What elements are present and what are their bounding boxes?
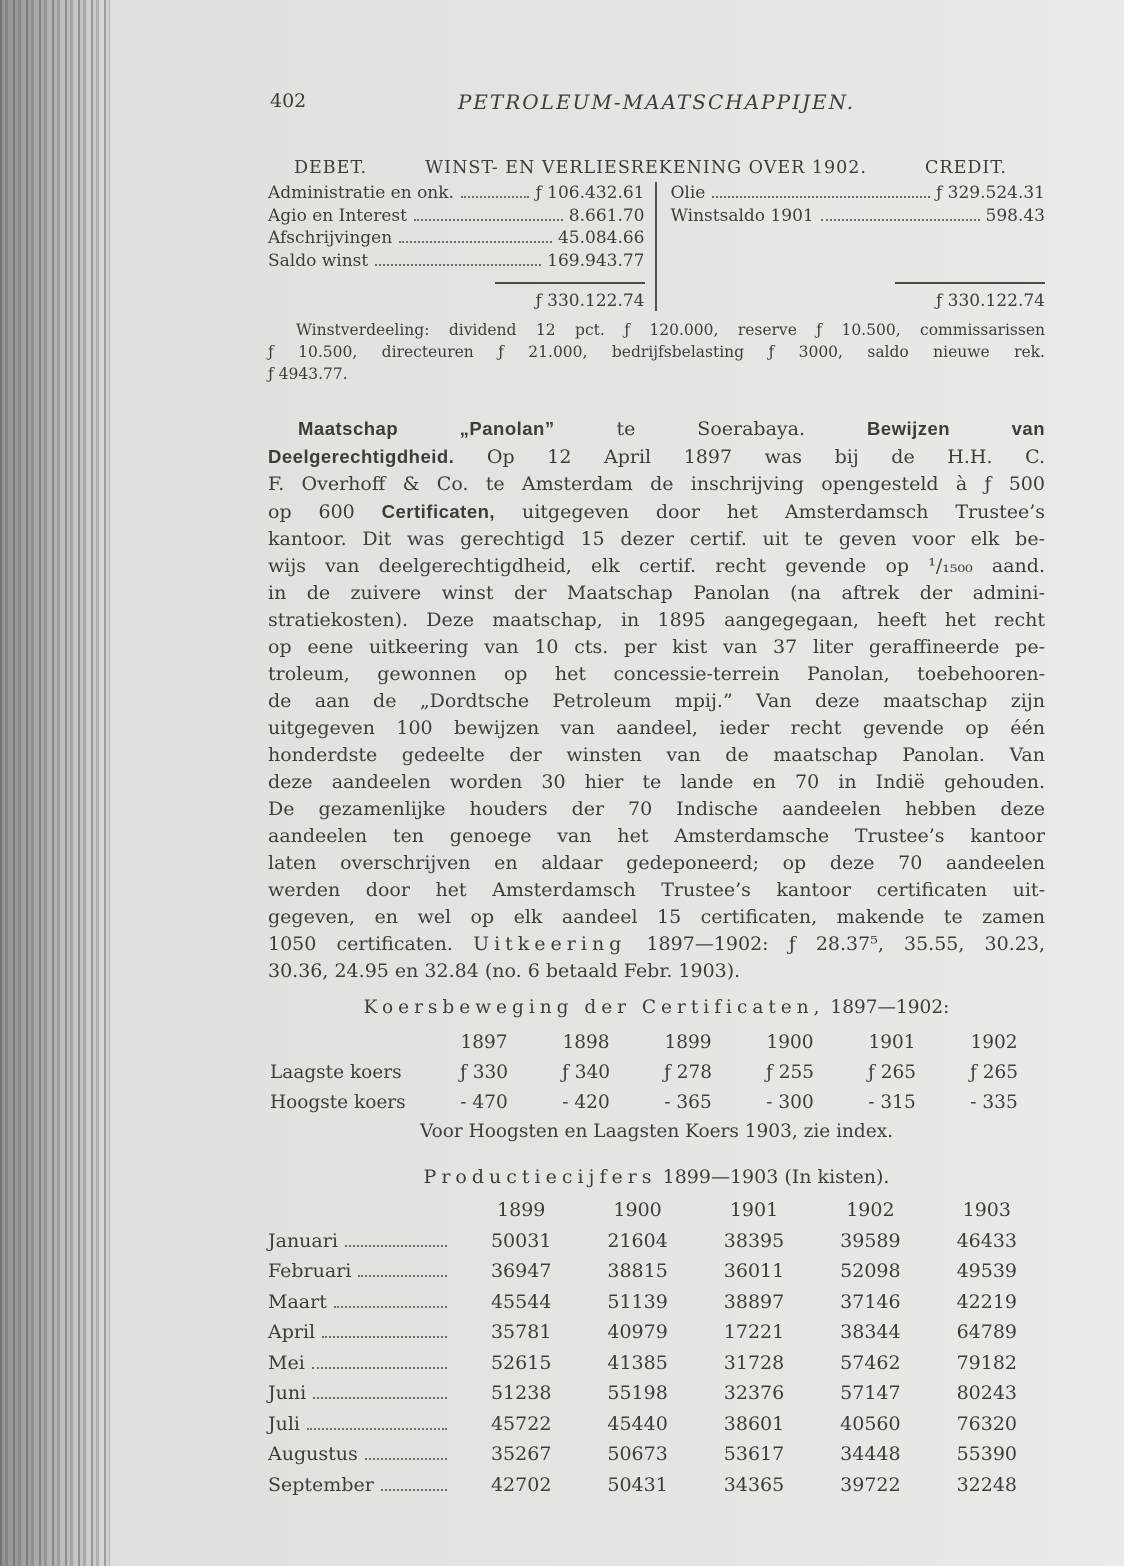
year-header-cell: 1902 [846, 1199, 895, 1221]
running-head [268, 90, 1045, 116]
dotted-leader [461, 196, 530, 198]
paragraph-line [268, 661, 1045, 688]
productie-month-label [268, 1348, 463, 1379]
month-name: September [268, 1473, 374, 1496]
text-run: kantoor. Dit was gerechtigd 15 dezer certif. uit te geven voor elk be- [268, 528, 1045, 550]
text-run: in de zuivere winst der Maatschap Panolan (na aftrek der admini- [268, 582, 1045, 604]
productie-title-rest: 1899—1903 (In kisten). [662, 1166, 890, 1188]
paragraph-line [268, 958, 1045, 985]
productie-row [268, 1256, 1045, 1287]
bold-text-run: Certificaten, [381, 501, 496, 522]
dotted-leader [307, 1428, 447, 1430]
production-value: 21604 [607, 1229, 668, 1252]
productie-month-label [268, 1287, 463, 1318]
koers-row [268, 1088, 1045, 1118]
year-header-cell: 1899 [497, 1199, 546, 1221]
winstverdeeling-note [268, 319, 1045, 385]
text-run: 30.36, 24.95 en 32.84 (no. 6 betaald Febr. 1903). [268, 960, 741, 982]
ledger-amount: 45.084.66 [557, 228, 645, 248]
productie-row [268, 1226, 1045, 1257]
paragraph-line [268, 823, 1045, 850]
koers-row [268, 1058, 1045, 1088]
dotted-leader [334, 1306, 447, 1308]
productie-row [268, 1439, 1045, 1470]
koers-value: ƒ 255 [765, 1062, 815, 1083]
productie-row [268, 1348, 1045, 1379]
production-value: 38897 [723, 1290, 785, 1313]
debet-ledger-row [268, 250, 645, 273]
year-header-cell: 1902 [970, 1032, 1018, 1053]
credit-ledger-row [671, 205, 1046, 228]
koers-value: ƒ 330 [459, 1062, 509, 1083]
text-run: de aan de „Dordtsche Petroleum mpij.” Van deze maatschap zijn [268, 690, 1045, 712]
productie-label-blank [268, 1195, 463, 1226]
ledger-label: Agio en Interest [268, 205, 407, 226]
ledger-amount: 8.661.70 [568, 205, 645, 226]
debet-rows [268, 182, 645, 272]
koers-value: - 335 [970, 1092, 1018, 1113]
text-run: honderdste gedeelte der winsten van de maatschap Panolan. Van [268, 744, 1045, 766]
year-header-cell: 1901 [868, 1032, 916, 1053]
production-value: 36011 [723, 1260, 785, 1282]
credit-ledger-row [671, 182, 1046, 205]
production-value: 57147 [840, 1382, 901, 1404]
text-run: deze aandeelen worden 30 hier te lande en 70 in Indië gehouden. [268, 771, 1045, 793]
production-value: 64789 [956, 1321, 1018, 1343]
production-value: 38601 [723, 1412, 785, 1435]
production-value: 34365 [723, 1473, 785, 1496]
production-value: 35781 [490, 1321, 552, 1343]
text-run: wijs van deelgerechtigdheid, elk certif. recht gevende op ¹/₁₅₀₀ aand. [268, 555, 1045, 577]
month-name: Februari [268, 1260, 352, 1282]
koers-value: - 300 [766, 1092, 814, 1113]
text-run: op eene uitkeering van 10 cts. per kist van 37 liter geraffineerde pe- [268, 636, 1045, 658]
productie-table [268, 1195, 1045, 1500]
pl-body [268, 182, 1045, 311]
month-name: Juli [268, 1412, 301, 1435]
credit-column [657, 182, 1046, 311]
productie-row [268, 1409, 1045, 1440]
paragraph-line [268, 688, 1045, 715]
production-value: 37146 [840, 1290, 901, 1313]
dotted-leader [399, 241, 552, 243]
text-run: Uitkeering [473, 933, 627, 955]
bold-text-run: Deelgerechtigdheid. [268, 446, 455, 467]
production-value: 46433 [956, 1229, 1018, 1252]
year-header-cell: 1899 [664, 1032, 712, 1053]
month-name: Mei [268, 1351, 305, 1374]
paragraph-line [268, 607, 1045, 634]
koers-row-label: Laagste koers [270, 1062, 402, 1083]
production-value: 39722 [840, 1473, 901, 1496]
month-name: Januari [268, 1229, 338, 1252]
text-run: De gezamenlijke houders der 70 Indische aandeelen hebben deze [268, 798, 1045, 820]
debet-ledger-row [268, 205, 645, 228]
year-header-cell: 1898 [562, 1032, 610, 1053]
koers-title-years: 1897—1902: [830, 997, 950, 1018]
production-value: 50431 [607, 1473, 668, 1496]
month-name: April [268, 1321, 316, 1343]
koers-section [268, 997, 1045, 1142]
winstverdeeling-line: ƒ 4943.77. [268, 365, 348, 383]
paragraph-line [268, 634, 1045, 661]
credit-label: CREDIT. [925, 158, 1007, 178]
paragraph-line [268, 769, 1045, 796]
production-value: 39589 [840, 1229, 901, 1252]
productie-title-text: Productiecijfers [423, 1166, 657, 1188]
production-value: 79182 [956, 1351, 1018, 1374]
bold-text-run: Bewijzen van [866, 418, 1045, 439]
productie-row [268, 1317, 1045, 1348]
paragraph-line [268, 415, 1045, 443]
book-binding-edge [0, 0, 110, 1566]
paragraph-line [268, 796, 1045, 823]
dotted-leader [313, 1397, 447, 1399]
koers-footnote: Voor Hoogsten en Laagsten Koers 1903, zie index. [419, 1121, 894, 1142]
production-value: 80243 [956, 1382, 1018, 1404]
ledger-label: Winstsaldo 1901 [670, 205, 814, 226]
dotted-leader [345, 1245, 447, 1247]
paragraph-line [268, 498, 1045, 526]
koers-value: - 470 [460, 1092, 508, 1113]
dotted-leader [358, 1275, 447, 1277]
year-header-cell: 1900 [613, 1199, 662, 1221]
production-value: 40560 [840, 1412, 901, 1435]
dotted-leader [381, 1489, 447, 1491]
text-run: stratiekosten). Deze maatschap, in 1895 aangegegaan, heeft het recht [268, 609, 1045, 631]
ledger-amount: ƒ 329.524.31 [935, 183, 1045, 203]
production-value: 52615 [490, 1351, 552, 1374]
debet-ledger-row [268, 182, 645, 205]
productie-month-label [268, 1256, 463, 1287]
production-value: 55198 [607, 1382, 668, 1404]
paragraph-line [268, 443, 1045, 471]
winstverdeeling-line: ƒ 10.500, directeuren ƒ 21.000, bedrijfsbelasting ƒ 3000, saldo nieuwe rek. [268, 343, 1045, 361]
koers-row-label: Hoogste koers [270, 1092, 406, 1113]
paragraph-line [268, 471, 1045, 498]
koers-label-blank [268, 1028, 433, 1058]
page-content [268, 90, 1045, 1500]
production-value: 55390 [956, 1443, 1018, 1465]
paragraph-line [268, 931, 1045, 958]
productie-month-label [268, 1409, 463, 1440]
text-run: Op 12 April 1897 was bij de H.H. C. [454, 446, 1045, 468]
production-value: 38815 [607, 1260, 668, 1282]
text-run: uitgegeven 100 bewijzen van aandeel, ieder recht gevende op één [268, 717, 1045, 739]
paragraph-line [268, 553, 1045, 580]
text-run: 1897—1902: ƒ 28.37⁵, 35.55, 30.23, [626, 933, 1045, 955]
total-rule [495, 282, 645, 284]
production-value: 36947 [490, 1260, 552, 1282]
production-value: 40979 [607, 1321, 668, 1343]
koers-value: ƒ 265 [867, 1062, 917, 1083]
month-name: Juni [268, 1382, 307, 1404]
production-value: 34448 [840, 1443, 901, 1465]
production-value: 38344 [840, 1321, 901, 1343]
paragraph-line [268, 877, 1045, 904]
production-value: 45440 [607, 1412, 668, 1435]
productie-title [268, 1166, 1045, 1188]
year-header-cell: 1901 [729, 1199, 779, 1221]
text-run: op 600 [268, 501, 382, 523]
paragraph-line [268, 526, 1045, 553]
dotted-leader [414, 219, 563, 221]
production-value: 76320 [956, 1412, 1018, 1435]
page-number: 402 [270, 90, 307, 112]
ledger-amount: 169.943.77 [547, 250, 645, 271]
text-run: troleum, gewonnen op het concessie-terrein Panolan, toebehooren- [268, 663, 1045, 685]
productie-section [268, 1166, 1045, 1500]
running-head-title: PETROLEUM-MAATSCHAPPIJEN. [457, 90, 856, 114]
dotted-leader [375, 264, 541, 266]
credit-rows [671, 182, 1046, 227]
productie-row [268, 1378, 1045, 1409]
credit-total: ƒ 330.122.74 [935, 291, 1045, 311]
koers-title-text: Koersbeweging der Certificaten, [363, 997, 825, 1018]
debet-total-block [268, 272, 645, 311]
month-name: Augustus [268, 1443, 358, 1465]
dotted-leader [322, 1336, 447, 1338]
koers-title [268, 997, 1045, 1018]
ledger-amount: ƒ 106.432.61 [535, 183, 645, 203]
production-value: 42702 [490, 1473, 552, 1496]
body-paragraph [268, 415, 1045, 985]
month-name: Maart [268, 1290, 327, 1313]
text-run: laten overschrijven en aldaar gedeponeerd; op deze 70 aandeelen [268, 852, 1045, 874]
paragraph-line [268, 904, 1045, 931]
koers-value: ƒ 265 [969, 1062, 1019, 1083]
ledger-amount: 598.43 [985, 205, 1045, 226]
production-value: 31728 [723, 1351, 785, 1374]
koers-value: ƒ 340 [561, 1062, 611, 1083]
dotted-leader [712, 196, 930, 198]
text-run: F. Overhoff & Co. te Amsterdam de inschrijving opengesteld à ƒ 500 [268, 473, 1045, 495]
production-value: 51238 [490, 1382, 552, 1404]
paragraph-line [268, 715, 1045, 742]
production-value: 32376 [723, 1382, 785, 1404]
year-header-cell: 1900 [766, 1032, 814, 1053]
productie-row [268, 1470, 1045, 1501]
productie-month-label [268, 1470, 463, 1501]
year-header-cell: 1897 [460, 1032, 508, 1053]
production-value: 49539 [956, 1260, 1018, 1282]
debet-label: DEBET. [294, 158, 368, 178]
koers-table [268, 1028, 1045, 1118]
year-header-cell: 1903 [962, 1199, 1011, 1221]
winstverdeeling-line: Winstverdeeling: dividend 12 pct. ƒ 120.000, reserve ƒ 10.500, commissarissen [296, 321, 1045, 339]
production-value: 41385 [607, 1351, 668, 1374]
production-value: 53617 [723, 1443, 785, 1465]
production-value: 50031 [490, 1229, 552, 1252]
ledger-label: Saldo winst [268, 250, 369, 271]
paragraph-line [268, 850, 1045, 877]
pl-statement-title: WINST- EN VERLIESREKENING OVER 1902. [425, 158, 867, 178]
text-run: werden door het Amsterdamsch Trustee’s kantoor certificaten uit- [268, 879, 1045, 901]
koers-year-header-row [268, 1028, 1045, 1058]
ledger-label: Administratie en onk. [268, 183, 454, 203]
production-value: 45722 [490, 1412, 552, 1435]
dotted-leader [365, 1458, 447, 1460]
total-rule [895, 282, 1045, 284]
koers-value: ƒ 278 [663, 1062, 713, 1083]
dotted-leader [821, 219, 980, 221]
production-value: 45544 [490, 1290, 552, 1313]
profit-loss-statement [268, 158, 1045, 311]
productie-month-label [268, 1226, 463, 1257]
koers-value: - 365 [664, 1092, 712, 1113]
credit-total-block [671, 272, 1046, 311]
productie-month-label [268, 1439, 463, 1470]
debet-ledger-row [268, 227, 645, 250]
productie-month-label [268, 1317, 463, 1348]
ledger-label: Olie [670, 183, 706, 203]
production-value: 51139 [607, 1290, 668, 1313]
paragraph-line [268, 742, 1045, 769]
production-value: 42219 [956, 1290, 1018, 1313]
ledger-label: Afschrijvingen [268, 228, 393, 248]
koers-value: - 315 [868, 1092, 916, 1113]
productie-year-header-row [268, 1195, 1045, 1226]
production-value: 35267 [490, 1443, 552, 1465]
production-value: 32248 [956, 1473, 1018, 1496]
production-value: 52098 [840, 1260, 901, 1282]
text-run: aandeelen ten genoege van het Amsterdamsche Trustee’s kantoor [268, 825, 1045, 847]
dotted-leader [312, 1367, 447, 1369]
text-run: uitgegeven door het Amsterdamsch Trustee’s [495, 501, 1045, 523]
koers-value: - 420 [562, 1092, 610, 1113]
text-run: gegeven, en wel op elk aandeel 15 certificaten, makende te zamen [268, 906, 1045, 928]
paragraph-line [268, 580, 1045, 607]
debet-column [268, 182, 657, 311]
production-value: 50673 [607, 1443, 668, 1465]
production-value: 57462 [840, 1351, 901, 1374]
productie-month-label [268, 1378, 463, 1409]
productie-row [268, 1287, 1045, 1318]
production-value: 17221 [723, 1321, 785, 1343]
production-value: 38395 [723, 1229, 785, 1252]
text-run: 1050 certificaten. [268, 933, 474, 955]
debet-total: ƒ 330.122.74 [535, 291, 645, 311]
pl-header-row [268, 158, 1045, 178]
bold-text-run: Maatschap „Panolan” [298, 418, 555, 439]
text-run: te Soerabaya. [554, 418, 867, 440]
